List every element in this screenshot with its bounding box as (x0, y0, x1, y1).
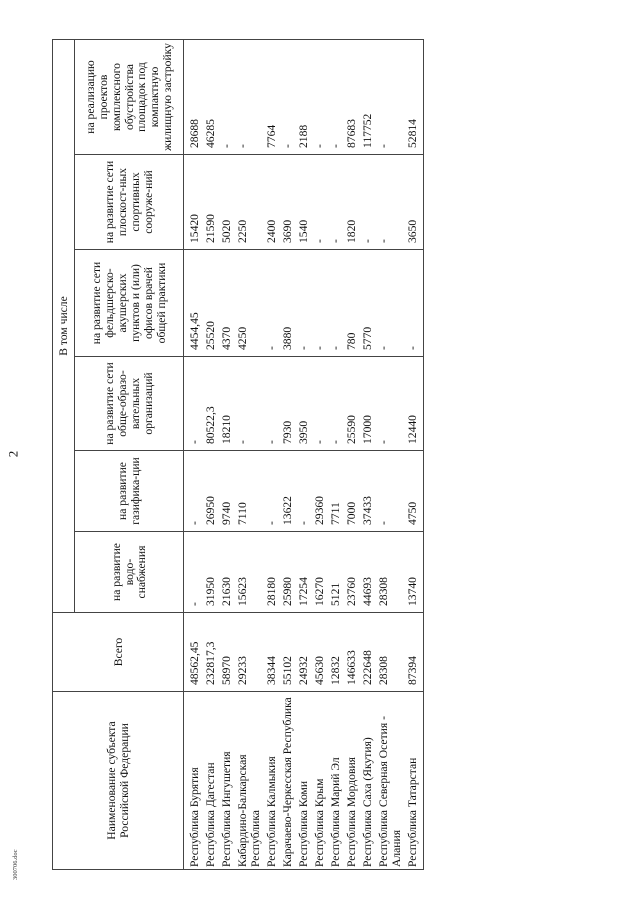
subject-name-cell: Республика Крым (312, 692, 328, 870)
table-row (280, 40, 296, 870)
value-cell: 13622 (280, 451, 296, 532)
total-value-cell: 55102 (280, 613, 296, 692)
value-cell: 28688 (184, 40, 203, 155)
table-row (328, 40, 344, 870)
value-cell: - (312, 250, 328, 357)
value-cell: - (312, 155, 328, 250)
table-row (344, 40, 360, 870)
value-cell: - (405, 250, 423, 357)
value-cell: 12440 (405, 357, 423, 451)
value-cell: 25590 (344, 357, 360, 451)
header-col-5: на развитие сети плоскост-ных спортивных сооруже-ний (75, 155, 184, 250)
value-cell: 2188 (296, 40, 312, 155)
value-cell: 52814 (405, 40, 423, 155)
value-cell: 87683 (344, 40, 360, 155)
value-cell: 4750 (405, 451, 423, 532)
value-cell: 17254 (296, 532, 312, 613)
table-row (376, 40, 405, 870)
header-col-1: на развитие водо-снабжения (75, 532, 184, 613)
subject-name-cell: Республика Татарстан (405, 692, 423, 870)
value-cell: 13740 (405, 532, 423, 613)
value-cell: 3650 (405, 155, 423, 250)
subject-name-cell: Республика Северная Осетия - Алания (376, 692, 405, 870)
value-cell: 15420 (184, 155, 203, 250)
value-cell: - (296, 250, 312, 357)
subject-name-cell: Республика Дагестан (203, 692, 219, 870)
header-col-3: на развитие сети обще-образо-вательных организаций (75, 357, 184, 451)
value-cell: - (235, 40, 264, 155)
table-row (405, 40, 423, 870)
value-cell: 780 (344, 250, 360, 357)
table-row (296, 40, 312, 870)
value-cell: - (328, 155, 344, 250)
value-cell: 29360 (312, 451, 328, 532)
value-cell: - (264, 250, 280, 357)
subject-name-cell: Республика Марий Эл (328, 692, 344, 870)
value-cell: 25980 (280, 532, 296, 613)
value-cell: 3690 (280, 155, 296, 250)
value-cell: 9740 (219, 451, 235, 532)
table-row (312, 40, 328, 870)
value-cell: 7711 (328, 451, 344, 532)
total-value-cell: 222648 (360, 613, 376, 692)
table-row (360, 40, 376, 870)
value-cell: 31950 (203, 532, 219, 613)
value-cell: 5121 (328, 532, 344, 613)
value-cell: 5020 (219, 155, 235, 250)
value-cell: - (376, 155, 405, 250)
total-value-cell: 87394 (405, 613, 423, 692)
table-header (53, 40, 184, 870)
value-cell: 4454,45 (184, 250, 203, 357)
total-value-cell: 28308 (376, 613, 405, 692)
header-col-6: на реализацию проектов комплексного обустройства площадок под компактную жилищную застройку (75, 40, 184, 155)
value-cell: 44693 (360, 532, 376, 613)
total-value-cell: 38344 (264, 613, 280, 692)
total-value-cell: 24932 (296, 613, 312, 692)
table-row (203, 40, 219, 870)
table-row (235, 40, 264, 870)
value-cell: 28180 (264, 532, 280, 613)
value-cell: 21630 (219, 532, 235, 613)
value-cell: 37433 (360, 451, 376, 532)
subject-name-cell: Республика Мордовия (344, 692, 360, 870)
table-container (52, 40, 622, 870)
value-cell: 25520 (203, 250, 219, 357)
value-cell: - (376, 250, 405, 357)
value-cell: 7930 (280, 357, 296, 451)
value-cell: 17000 (360, 357, 376, 451)
value-cell: - (235, 357, 264, 451)
header-total: Всего (53, 613, 184, 692)
value-cell: 7764 (264, 40, 280, 155)
value-cell: 7000 (344, 451, 360, 532)
value-cell: 18210 (219, 357, 235, 451)
value-cell: - (219, 40, 235, 155)
table-row (219, 40, 235, 870)
table-body (184, 40, 424, 870)
subsidy-table (52, 39, 424, 870)
value-cell: 16270 (312, 532, 328, 613)
value-cell: - (296, 451, 312, 532)
value-cell: - (360, 155, 376, 250)
total-value-cell: 45630 (312, 613, 328, 692)
value-cell: - (328, 357, 344, 451)
subject-name-cell: Республика Калмыкия (264, 692, 280, 870)
total-value-cell: 58970 (219, 613, 235, 692)
value-cell: 26950 (203, 451, 219, 532)
table-row (184, 40, 203, 870)
value-cell: 3880 (280, 250, 296, 357)
total-value-cell: 232817,3 (203, 613, 219, 692)
total-value-cell: 29233 (235, 613, 264, 692)
value-cell: - (312, 357, 328, 451)
value-cell: - (184, 451, 203, 532)
header-in-total: В том числе (53, 40, 75, 613)
value-cell: 46285 (203, 40, 219, 155)
value-cell: 80522,3 (203, 357, 219, 451)
value-cell: - (264, 451, 280, 532)
value-cell: - (184, 532, 203, 613)
value-cell: 7110 (235, 451, 264, 532)
value-cell: - (280, 40, 296, 155)
value-cell: - (312, 40, 328, 155)
total-value-cell: 12832 (328, 613, 344, 692)
value-cell: 21590 (203, 155, 219, 250)
value-cell: - (184, 357, 203, 451)
subject-name-cell: Республика Коми (296, 692, 312, 870)
value-cell: 4370 (219, 250, 235, 357)
value-cell: 2250 (235, 155, 264, 250)
subject-name-cell: Республика Саха (Якутия) (360, 692, 376, 870)
value-cell: 1820 (344, 155, 360, 250)
subject-name-cell: Карачаево-Черкесская Республика (280, 692, 296, 870)
value-cell: 1540 (296, 155, 312, 250)
value-cell: 15623 (235, 532, 264, 613)
value-cell: - (376, 451, 405, 532)
total-value-cell: 146633 (344, 613, 360, 692)
value-cell: 2400 (264, 155, 280, 250)
subject-name-cell: Республика Бурятия (184, 692, 203, 870)
value-cell: 3950 (296, 357, 312, 451)
value-cell: - (376, 40, 405, 155)
value-cell: - (264, 357, 280, 451)
table-row (264, 40, 280, 870)
value-cell: - (376, 357, 405, 451)
header-col-2: на развитие газифика-ции (75, 451, 184, 532)
value-cell: 23760 (344, 532, 360, 613)
value-cell: 28308 (376, 532, 405, 613)
subject-name-cell: Республика Ингушетия (219, 692, 235, 870)
header-col-4: на развитие сети фельдшерско-акушерских пунктов и (или) офисов врачей общей практики (75, 250, 184, 357)
value-cell: 5770 (360, 250, 376, 357)
value-cell: - (328, 250, 344, 357)
header-subject-name: Наименование субъекта Российской Федерации (53, 692, 184, 870)
value-cell: - (328, 40, 344, 155)
value-cell: 117752 (360, 40, 376, 155)
total-value-cell: 48562,45 (184, 613, 203, 692)
subject-name-cell: Кабардино-Балкарская Республика (235, 692, 264, 870)
value-cell: 4250 (235, 250, 264, 357)
page-number: 2 (5, 450, 20, 458)
document-reference: 300706.doc (12, 849, 19, 880)
